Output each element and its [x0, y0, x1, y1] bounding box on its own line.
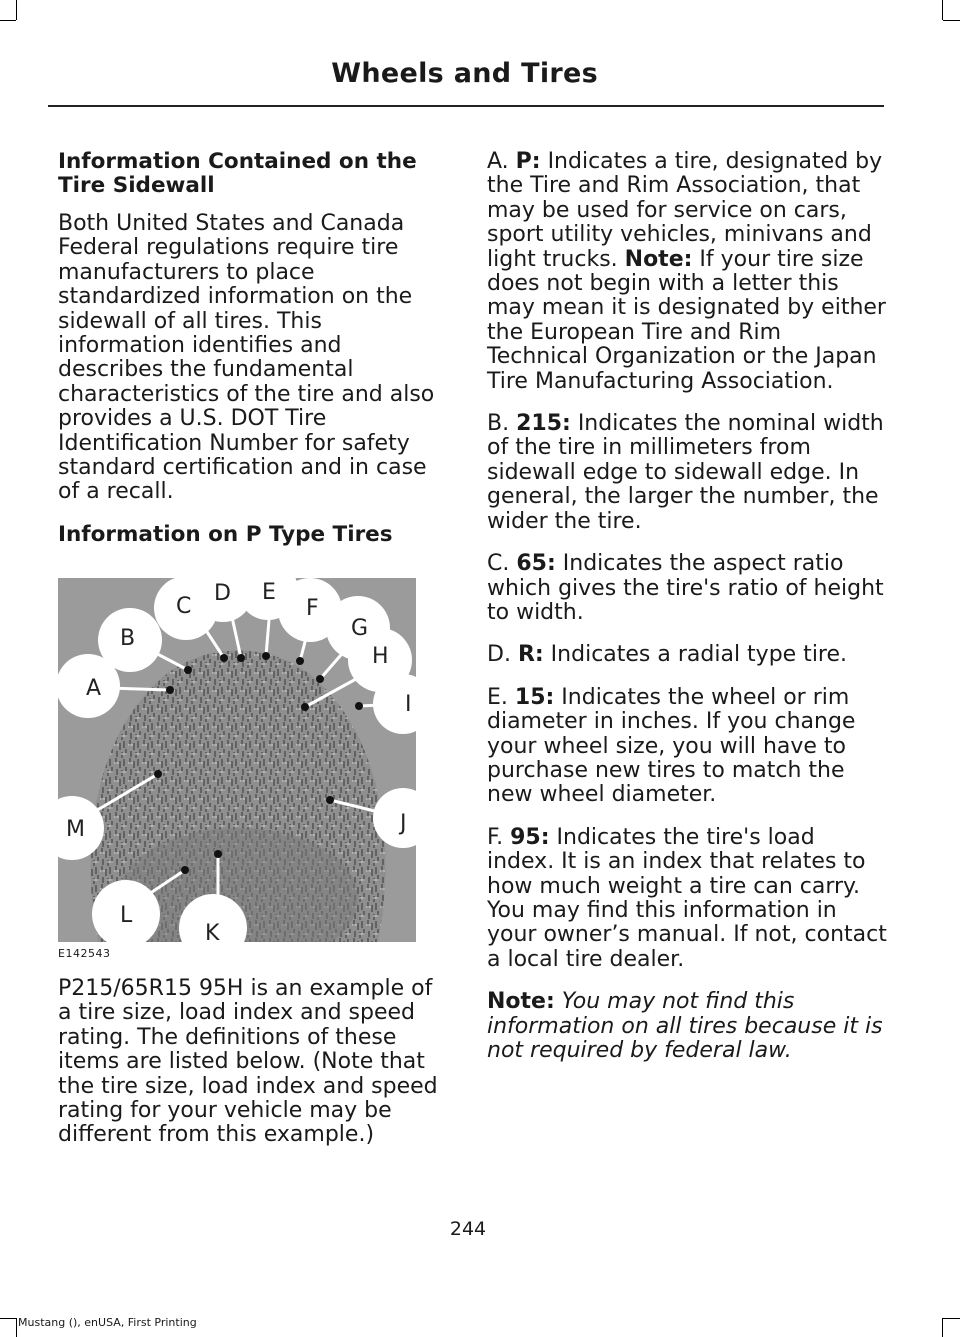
crop-mark	[16, 1318, 17, 1337]
example-paragraph: P215/65R15 95H is an example of a tire size, load index and speed rating. The definitions of these items are listed below. (Note that the tire size, load index and speed rating for your vehicle may be different from this example.)	[58, 976, 438, 1148]
tire-sidewall-figure	[58, 578, 416, 942]
left-column	[58, 150, 450, 547]
definition-item: A. P: Indicates a tire, designated by the Tire and Rim Association, that may be used for service on cars, sport utility vehicles, minivans and light trucks. Note: If your tire size does not begin with a letter this may mean it is designated by either the European Tire and Rim Technical Organization or the Japan Tire Manufacturing Association.	[487, 149, 886, 394]
callout-label: L	[120, 903, 133, 928]
definition-item: E. 15: Indicates the wheel or rim diameter in inches. If you change your wheel size, you will have to purchase new tires to match the new wheel diameter.	[487, 684, 856, 808]
crop-mark	[0, 1318, 16, 1319]
right-column	[487, 150, 887, 1063]
page-header-title: Wheels and Tires	[331, 58, 598, 89]
callout-label: M	[66, 817, 85, 842]
callout-label: C	[176, 594, 192, 619]
section-heading: Information Contained on the Tire Sidewall	[58, 149, 417, 198]
callout-label: B	[120, 626, 136, 651]
print-footer: Mustang (), enUSA, First Printing	[18, 1316, 197, 1329]
subsection-heading: Information on P Type Tires	[58, 521, 393, 547]
crop-mark	[0, 20, 16, 21]
callout-label: E	[262, 580, 276, 605]
header-divider	[48, 105, 884, 107]
crop-mark	[943, 1318, 960, 1319]
callout-label: G	[351, 616, 369, 641]
intro-paragraph: Both United States and Canada Federal regulations require tire manufacturers to place standardized information on the sidewall of all tires. This information identifies and describes the fundamental characteristics of the tire and also provides a U.S. DOT Tire Identification Number for safety standard certification and in case of a recall.	[58, 211, 435, 505]
crop-mark	[942, 1318, 943, 1337]
callout-label: K	[205, 921, 220, 942]
definition-item: D. R: Indicates a radial type tire.	[487, 642, 848, 668]
definition-item: B. 215: Indicates the nominal width of the tire in millimeters from sidewall edge to sidewall edge. In general, the larger the number, the wider the tire.	[487, 411, 884, 534]
callout-label: F	[306, 596, 319, 621]
figure-code: E142543	[58, 947, 111, 960]
page-number: 244	[449, 1218, 487, 1240]
tire-illustration	[58, 578, 416, 942]
callout-label: A	[86, 676, 102, 701]
crop-mark	[942, 0, 943, 20]
callout-label: I	[405, 692, 412, 717]
definition-item: C. 65: Indicates the aspect ratio which gives the tire's ratio of height to width.	[487, 551, 884, 625]
definition-item: F. 95: Indicates the tire's load index. It is an index that relates to how much weight a tire can carry. You may find this information in your owner’s manual. If not, contact a local tire dealer.	[487, 824, 887, 972]
callout-label: D	[214, 581, 231, 606]
crop-mark	[16, 0, 17, 20]
callout-label: J	[400, 811, 407, 836]
callout-label: H	[372, 644, 389, 669]
crop-mark	[943, 20, 960, 21]
note-paragraph: Note: You may not find this information on all tires because it is not required by federal law.	[487, 989, 883, 1063]
